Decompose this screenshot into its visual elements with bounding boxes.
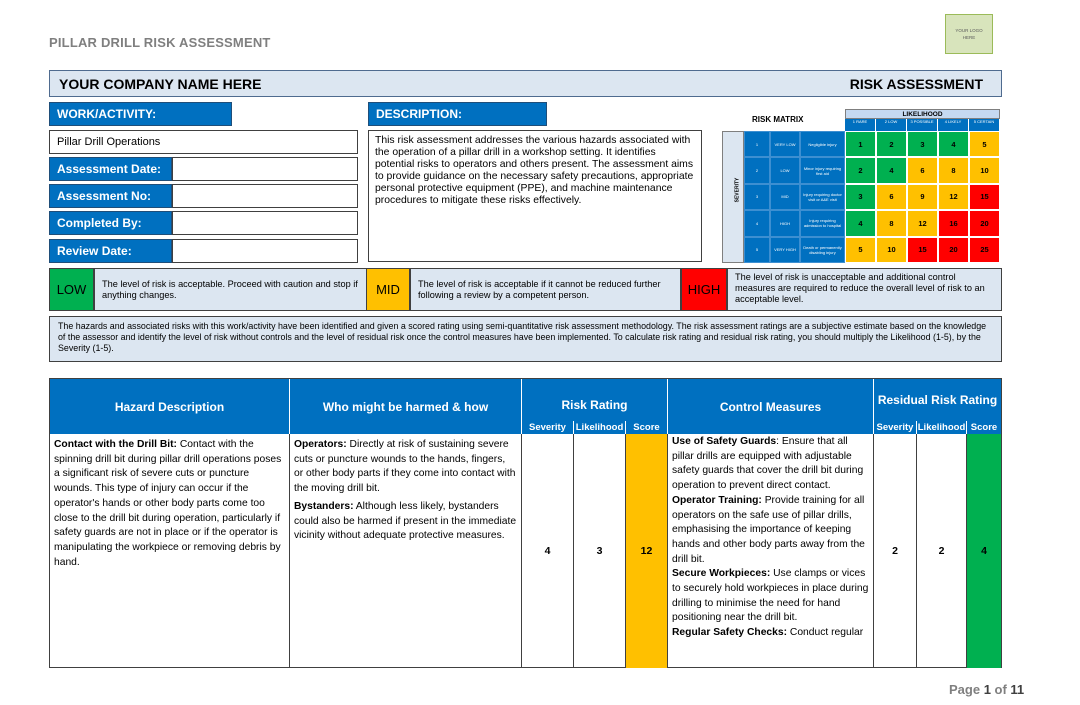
- likelihood-value: 3: [574, 434, 626, 668]
- hazard-title: Contact with the Drill Bit:: [54, 439, 177, 450]
- severity-subheader: Severity: [522, 421, 574, 434]
- likelihood-subheader: Likelihood: [574, 421, 626, 434]
- score-value: 12: [626, 434, 668, 668]
- work-activity-label: WORK/ACTIVITY:: [49, 102, 232, 126]
- matrix-cell: 12: [907, 210, 938, 236]
- matrix-cell: 3: [845, 184, 876, 210]
- matrix-cell: 4: [938, 131, 969, 157]
- matrix-cell: 16: [938, 210, 969, 236]
- control-4-title: Regular Safety Checks:: [672, 627, 788, 639]
- legend-mid-tag: MID: [366, 268, 410, 311]
- matrix-cell: 2: [876, 131, 907, 157]
- severity-rows: [744, 131, 845, 263]
- res-severity-value: 2: [874, 434, 917, 668]
- severity-level: MID: [770, 184, 800, 210]
- legend-high-tag: HIGH: [681, 268, 727, 311]
- risk-table: [49, 378, 1002, 668]
- severity-level: VERY HIGH: [770, 237, 800, 263]
- page-number: [949, 682, 1024, 697]
- severity-number: 2: [744, 157, 770, 183]
- control-1-text: : Ensure that all pillar drills are equipped with adjustable safety guards that cover the drill bit during operation to prevent direct contact.: [672, 436, 864, 492]
- who-operators-title: Operators:: [294, 439, 347, 450]
- severity-desc: Negligible injury: [800, 131, 845, 157]
- likelihood-col: 4 LIKELY: [938, 119, 969, 131]
- page-total: 11: [1010, 682, 1025, 697]
- matrix-cell: 15: [969, 184, 1000, 210]
- res-likelihood-subheader: Likelihood: [917, 422, 966, 433]
- completed-by-field[interactable]: [172, 211, 358, 235]
- legend-mid-text: The level of risk is acceptable if it cannot be reduced further following a review by a competent person.: [410, 268, 681, 311]
- risk-matrix-grid: [845, 131, 1000, 263]
- matrix-cell: 3: [907, 131, 938, 157]
- control-2-title: Operator Training:: [672, 494, 762, 506]
- risk-rating-header: Risk Rating: [522, 379, 668, 421]
- likelihood-col: 1 RARE: [845, 119, 876, 131]
- who-header: Who might be harmed & how: [290, 379, 522, 434]
- logo-text-line1: YOUR LOGO: [955, 28, 983, 33]
- severity-desc: Injury requiring doctor visit or A&E visit: [800, 184, 845, 210]
- matrix-cell: 2: [845, 157, 876, 183]
- control-cell: [668, 434, 874, 668]
- control-1-title: Use of Safety Guards: [672, 436, 777, 447]
- description-text: This risk assessment addresses the various hazards associated with the operation of a pillar drill in a workshop setting. It identifies potential risks to operators and others present. The assessment aims to provide guidance on the necessary safety precautions, appropriate personal protective equipment (PPE), and machine maintenance procedures to mitigate these risks effectively.: [368, 130, 702, 262]
- assessment-no-field[interactable]: [172, 184, 358, 208]
- methodology-note: The hazards and associated risks with this work/activity have been identified and given a scored rating using semi-quantitative risk assessment methodology. The risk assessment ratings are a subjective estimate based on the knowledge of the assessor and identify the level of risk without controls and the level of residual risk once the control measures have been implemented. To calculate risk rating and residual risk rating, you should multiply the Likelihood (1-5), by the Severity (1-5).: [49, 316, 1002, 362]
- completed-by-label: Completed By:: [49, 211, 172, 235]
- severity-number: 3: [744, 184, 770, 210]
- severity-number: 4: [744, 210, 770, 236]
- severity-desc: Injury requiring admission to hospital: [800, 210, 845, 236]
- legend-mid: [366, 268, 681, 311]
- company-header: [49, 70, 1002, 97]
- who-bystanders-title: Bystanders:: [294, 500, 354, 512]
- severity-value: 4: [522, 434, 574, 668]
- legend-low-tag: LOW: [49, 268, 94, 311]
- likelihood-col: 2 LOW: [876, 119, 907, 131]
- matrix-cell: 4: [845, 210, 876, 236]
- matrix-cell: 20: [938, 237, 969, 263]
- matrix-cell: 6: [907, 157, 938, 183]
- severity-level: HIGH: [770, 210, 800, 236]
- page-prefix: Page: [949, 682, 984, 697]
- likelihood-col: 3 POSSIBLE: [907, 119, 938, 131]
- matrix-cell: 25: [969, 237, 1000, 263]
- control-4-text: Conduct regular: [787, 627, 864, 639]
- severity-axis-label: SEVERITY: [734, 177, 741, 203]
- assessment-label: RISK ASSESSMENT: [849, 75, 983, 92]
- logo-placeholder: [945, 14, 993, 54]
- matrix-cell: 10: [876, 237, 907, 263]
- severity-axis: [722, 131, 744, 263]
- likelihood-columns: [845, 119, 1000, 131]
- severity-number: 1: [744, 131, 770, 157]
- hazard-cell: [50, 434, 290, 668]
- matrix-cell: 5: [969, 131, 1000, 157]
- legend-low: [49, 268, 367, 311]
- matrix-cell: 4: [876, 157, 907, 183]
- severity-number: 5: [744, 237, 770, 263]
- assessment-no-label: Assessment No:: [49, 184, 172, 208]
- control-3-text: Use clamps or vices to securely hold workpieces in place during drilling to minimise the need for hand positioning near the drill bit.: [672, 568, 869, 624]
- company-name: YOUR COMPANY NAME HERE: [59, 75, 262, 92]
- severity-desc: Minor injury requiring first aid: [800, 157, 845, 183]
- hazard-header: Hazard Description: [50, 379, 290, 434]
- residual-header: Residual Risk Rating: [874, 379, 1001, 421]
- res-likelihood-value: 2: [917, 434, 967, 668]
- risk-matrix-title: RISK MATRIX: [752, 115, 804, 124]
- likelihood-header: LIKELIHOOD: [845, 109, 1000, 119]
- control-header: Control Measures: [668, 379, 874, 434]
- assessment-date-label: Assessment Date:: [49, 157, 172, 181]
- description-label: DESCRIPTION:: [368, 102, 547, 126]
- severity-level: LOW: [770, 157, 800, 183]
- matrix-cell: 20: [969, 210, 1000, 236]
- who-bystanders-text: Although less likely, bystanders could also be harmed if present in the immediate vicinity without adequate protective measures.: [294, 500, 517, 542]
- matrix-cell: 15: [907, 237, 938, 263]
- matrix-cell: 10: [969, 157, 1000, 183]
- legend-high: [681, 268, 1002, 311]
- review-date-field[interactable]: [172, 239, 358, 263]
- matrix-cell: 12: [938, 184, 969, 210]
- legend-low-text: The level of risk is acceptable. Proceed with caution and stop if anything changes.: [94, 268, 367, 311]
- assessment-date-field[interactable]: [172, 157, 358, 181]
- hazard-text: Contact with the spinning drill bit during pillar drill operations poses a significant risk of severe cuts or puncture wounds. This type of injury can occur if the operator's hands or other body parts come too close to the drill bit during operation, particularly if safety guards are not in place or if the operator is manipulating the workpiece or removing debris by hand.: [54, 439, 282, 568]
- review-date-label: Review Date:: [49, 239, 172, 263]
- legend-high-text: The level of risk is unacceptable and additional control measures are required to reduce the overall level of risk to an acceptable level.: [727, 268, 1002, 311]
- matrix-cell: 9: [907, 184, 938, 210]
- severity-level: VERY LOW: [770, 131, 800, 157]
- res-score-value: 4: [967, 434, 1001, 668]
- page-of: of: [990, 682, 1011, 697]
- matrix-cell: 8: [938, 157, 969, 183]
- matrix-cell: 8: [876, 210, 907, 236]
- page-current: 1: [983, 682, 991, 697]
- res-score-subheader: Score: [967, 421, 1001, 434]
- likelihood-col: 5 CERTAIN: [969, 119, 1000, 131]
- control-3-title: Secure Workpieces:: [672, 568, 771, 580]
- severity-desc: Death or permanently disabling injury: [800, 237, 845, 263]
- who-operators-text: Directly at risk of sustaining severe cuts or puncture wounds to the hands, fingers, or other body parts if they come into contact with the moving drill bit.: [294, 439, 516, 495]
- work-activity-field[interactable]: Pillar Drill Operations: [49, 130, 358, 154]
- control-2-text: Provide training for all operators on the safe use of pillar drills, emphasising the importance of keeping hands and other body parts away from the drill bit.: [672, 494, 865, 565]
- matrix-cell: 1: [845, 131, 876, 157]
- who-cell: [290, 434, 522, 668]
- res-severity-subheader: Severity: [874, 421, 917, 434]
- score-subheader: Score: [626, 421, 668, 434]
- matrix-cell: 5: [845, 237, 876, 263]
- document-title: PILLAR DRILL RISK ASSESSMENT: [49, 35, 271, 50]
- matrix-cell: 6: [876, 184, 907, 210]
- logo-text-line2: HERE: [962, 35, 976, 40]
